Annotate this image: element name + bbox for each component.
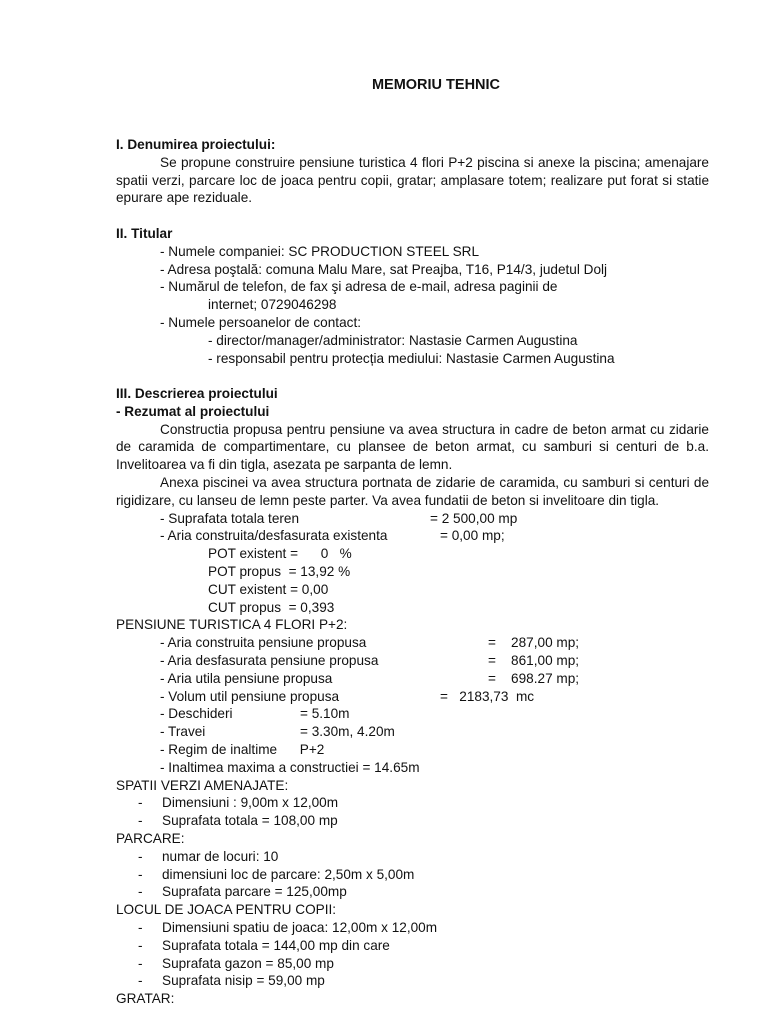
row-value: = 287,00 mp;	[488, 635, 580, 651]
row-value: = 0,00 mp;	[440, 528, 505, 544]
row-label: - Deschideri	[160, 706, 233, 722]
list-item: - Suprafata totala = 108,00 mp	[138, 813, 338, 829]
row-label: - Travei	[160, 724, 206, 740]
list-item: - Suprafata gazon = 85,00 mp	[138, 955, 334, 971]
row-label: - Aria construita/desfasurata existenta	[160, 528, 388, 544]
row-label: - Suprafata totala teren	[160, 510, 300, 526]
row-label: - Aria construita pensiune propusa	[160, 635, 367, 651]
data-row	[116, 527, 709, 545]
indicator: CUT propus = 0,393	[208, 599, 335, 615]
indicator: CUT existent = 0,00	[208, 581, 329, 597]
data-row	[116, 705, 709, 723]
row-value: = 2 500,00 mp	[430, 510, 518, 526]
data-row	[116, 634, 709, 652]
data-row: - Regim de inaltime P+2	[160, 741, 325, 757]
indicator: POT propus = 13,92 %	[208, 563, 351, 579]
row-value: = 3.30m, 4.20m	[300, 724, 395, 740]
row-value: = 698.27 mp;	[488, 670, 580, 686]
data-row	[116, 652, 709, 670]
list-item: - Suprafata nisip = 59,00 mp	[138, 973, 325, 989]
list-item: - Suprafata totala = 144,00 mp din care	[138, 937, 390, 953]
data-row	[116, 688, 709, 706]
data-row	[116, 670, 709, 688]
subsection-heading: - Rezumat al proiectului	[116, 403, 270, 419]
row-value: = 5.10m	[300, 706, 350, 722]
section-heading: I. Denumirea proiectului:	[116, 137, 276, 152]
row-label: - Volum util pensiune propusa	[160, 688, 340, 704]
paragraph: Constructia propusa pentru pensiune va avea structura in cadre de beton armat cu zidarie de caramida de compartimentare, cu plansee de beton armat, cu samburi si centuri de b.a. Invelitoarea va fi din tigla, asezata pe sarpanta de lemn.	[116, 421, 709, 473]
indicator: POT existent = 0 %	[208, 546, 352, 562]
list-item: - Suprafata parcare = 125,00mp	[138, 884, 347, 900]
section-heading: GRATAR:	[116, 991, 175, 1007]
list-item: - dimensiuni loc de parcare: 2,50m x 5,00m	[138, 866, 415, 882]
section-denumire	[116, 136, 709, 207]
row-label: - Aria desfasurata pensiune propusa	[160, 652, 379, 668]
row-value: = 861,00 mp;	[488, 652, 580, 668]
list-item: - responsabil pentru protecția mediului: Nastasie Carmen Augustina	[208, 350, 615, 366]
section-heading: PARCARE:	[116, 830, 185, 846]
list-item: - numar de locuri: 10	[138, 848, 279, 864]
list-item: - Dimensiuni : 9,00m x 12,00m	[138, 795, 339, 811]
data-row	[116, 510, 709, 528]
row-value: = 2183,73 mc	[440, 688, 535, 704]
section-heading: PENSIUNE TURISTICA 4 FLORI P+2:	[116, 617, 348, 633]
data-row: - Inaltimea maxima a constructiei = 14.65m	[160, 759, 420, 775]
list-item: - Dimensiuni spatiu de joaca: 12,00m x 12,00m	[138, 919, 438, 935]
list-item: - director/manager/administrator: Nastasie Carmen Augustina	[208, 332, 578, 348]
list-item: - Numărul de telefon, de fax şi adresa de e-mail, adresa paginii de	[160, 279, 558, 295]
list-item: - Adresa poştală: comuna Malu Mare, sat Preajba, T16, P14/3, judetul Dolj	[160, 261, 608, 277]
list-item: - Numele companiei: SC PRODUCTION STEEL SRL	[160, 243, 480, 259]
section-heading: LOCUL DE JOACA PENTRU COPII:	[116, 902, 337, 918]
section-descriere	[116, 385, 709, 1008]
section-heading: III. Descrierea proiectului	[116, 386, 278, 401]
list-item: internet; 0729046298	[208, 297, 337, 313]
row-label: - Aria utila pensiune propusa	[160, 670, 333, 686]
list-item: - Numele persoanelor de contact:	[160, 314, 361, 330]
data-row	[116, 723, 709, 741]
section-heading: II. Titular	[116, 226, 173, 241]
section-titular	[116, 225, 709, 367]
paragraph: Se propune construire pensiune turistica 4 flori P+2 piscina si anexe la piscina; amenajare spatii verzi, parcare loc de joaca pentru copii, gratar; amplasare totem; realizare put forat si statie epurare ape reziduale.	[116, 154, 709, 206]
paragraph: Anexa piscinei va avea structura portnata de zidarie de caramida, cu samburi si centuri de rigidizare, cu lanseu de lemn peste parter. Va avea fundatii de beton si invelitoare din tigla.	[116, 474, 709, 508]
section-heading: SPATII VERZI AMENAJATE:	[116, 777, 289, 793]
document-title: MEMORIU TEHNIC	[371, 77, 501, 93]
